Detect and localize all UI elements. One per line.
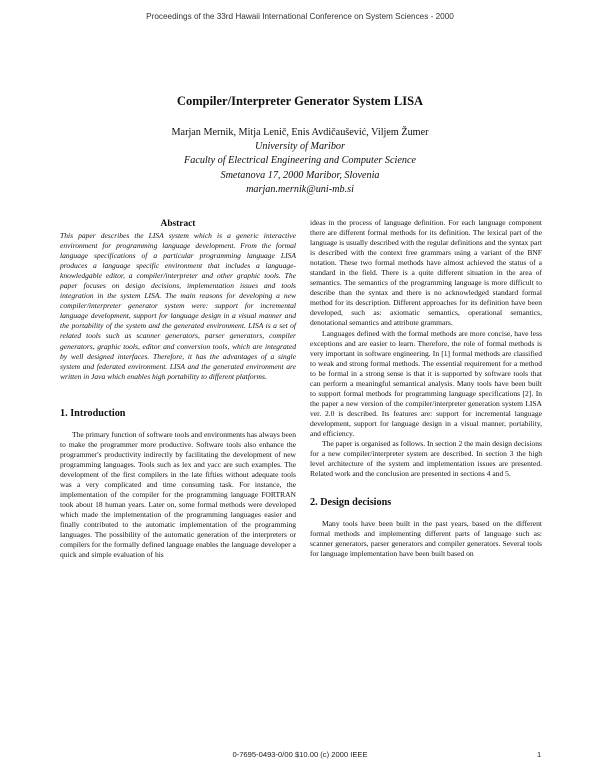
left-column: [60, 218, 296, 560]
abstract-text: This paper describes the LISA system which is a generic interactive environment for programming language development. From the formal language specifications of a particular programming language LISA produces a language specific environment that includes a language-knowledgable editor, a compiler/interpreter and other graphic tools. The paper focuses on design decisions, implementation issues and tools integration in the system LISA. The main reasons for developing a new compiler/interpreter generator system were: support for incremental language development, support for language design in a visual manner and the portability of the system and the generated environment. LISA is a set of related tools such as scanner generators, parser generators, compiler generators, graphic tools, editor and conversion tools, which are integrated by well designed interfaces. Therefore, it has the advantages of a single system and federated environment. LISA and the generated environment are written in Java which enables high portability to different platforms.: [60, 231, 296, 381]
affiliation-university: University of Maribor: [255, 141, 345, 153]
right-column: [310, 218, 542, 559]
abstract-heading: Abstract: [160, 219, 196, 229]
intro-paragraph-2: Languages defined with the formal methods are more concise, have less exceptions and are easier to learn. Therefore, the role of formal methods is very important in software engineering. In [1] formal methods are classified to weak and strong formal methods. The essential requirement for a method to be formal in a strong sense is that it is supported by software tools that can perform a meaningful semantical analysis. Many tools have been built to support formal methods for programming language specifications [2]. In the paper a new version of the compiler/interpreter generation system LISA ver. 2.0 is described. Its features are: support for incremental language development, support for language design in a visual manner, portability, and efficiency.: [310, 328, 542, 438]
author-email[interactable]: marjan.mernik@uni-mb.si: [246, 183, 354, 195]
section-heading-design-decisions: 2. Design decisions: [310, 497, 392, 509]
affiliation-address: Smetanova 17, 2000 Maribor, Slovenia: [220, 169, 380, 181]
intro-paragraph-1-continued: ideas in the process of language definition. For each language component there are different formal methods for its definition. The lexical part of the language is usually described with the regular definitions and the syntax part is described with the context free grammars using a variant of the BNF notation. These two formal methods have almost achieved the status of a standard in the field. There is a quite different situation in the area of semantics. The semantics of the programming language is more difficult to describe than the syntax and there is no acknowledged standard formal method for its description. Different approaches for its definition have been developed, such as: axiomatic semantics, operational semantics, denotational semantics and attribute grammars.: [310, 218, 542, 328]
intro-paragraph-3: The paper is organised as follows. In section 2 the main design decisions for a new compiler/interpreter system are described. In section 3 the high level architecture of the system and implementation issues are presented. Related work and the conclusion are presented in sections 4 and 5.: [310, 439, 542, 479]
running-head: Proceedings of the 33rd Hawaii International Conference on System Sciences - 2000: [146, 12, 454, 21]
design-paragraph-1: Many tools have been built in the past years, based on the different formal methods and implementing different parts of language such as: scanner generators, parser generators and compiler generators. Several tools for language implementation have been built based on: [310, 519, 542, 559]
intro-paragraph-1: The primary function of software tools and environments has always been to make the programmer more productive. Software tools also enhance the programmer's productivity indirectly by facilitating the development of new programming languages. Tools such as lex and yacc are such examples. The development of the first compilers in the late fifties without adequate tools was a very complicated and time consuming task. For instance, the implementation of the compiler for the programming language FORTRAN took about 18 human years. Later on, some formal methods were developed which made the implementation of the programming languages easier and finally contributed to the automatic implementation of the programming languages. The possibility of the automatic generation of the interpreters or compilers for the formally defined language enables the language developer a quick and simple evaluation of his: [60, 429, 296, 560]
author-names: Marjan Mernik, Mitja Lenič, Enis Avdičaušević, Viljem Žumer: [171, 127, 429, 138]
author-block: [0, 126, 600, 197]
page-number: 1: [537, 750, 542, 759]
section-heading-introduction: 1. Introduction: [60, 407, 126, 419]
copyright-footer: 0-7695-0493-0/00 $10.00 (c) 2000 IEEE: [232, 750, 368, 759]
paper-title: Compiler/Interpreter Generator System LISA: [176, 94, 424, 108]
affiliation-faculty: Faculty of Electrical Engineering and Computer Science: [184, 155, 416, 167]
